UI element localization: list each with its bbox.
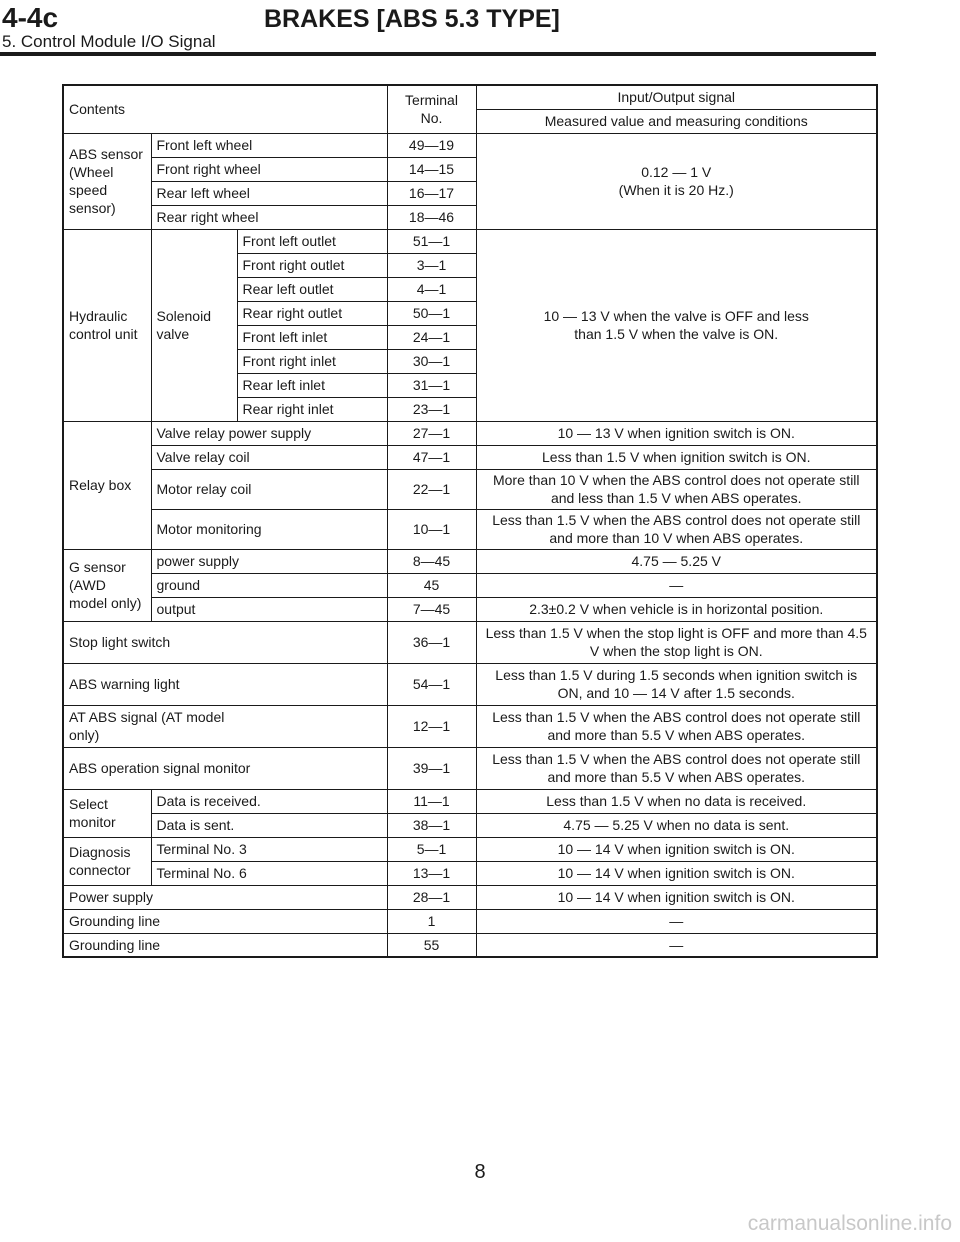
row-terminal: 47—1 (387, 445, 476, 469)
row-value: — (476, 573, 877, 597)
row-terminal: 39—1 (387, 747, 476, 789)
row-value: Less than 1.5 V when the stop light is OFF and more than 4.5 V when the stop light is ON. (476, 621, 877, 663)
section-code: 4-4c (2, 2, 59, 33)
row-item: ABS warning light (63, 663, 387, 705)
row-value: 10 — 14 V when ignition switch is ON. (476, 885, 877, 909)
table-row (63, 933, 877, 957)
group-label-relay-box: Relay box (63, 421, 151, 549)
row-terminal: 18—46 (387, 205, 476, 229)
row-terminal: 22—1 (387, 469, 476, 509)
row-terminal: 36—1 (387, 621, 476, 663)
row-terminal: 13—1 (387, 861, 476, 885)
row-item: output (151, 597, 387, 621)
table-header-row (63, 85, 877, 109)
row-item: Valve relay power supply (151, 421, 387, 445)
row-item: Front right outlet (237, 253, 387, 277)
group-label-diagnosis: Diagnosis connector (63, 837, 151, 885)
row-item: Motor relay coil (151, 469, 387, 509)
section-subtitle: 5. Control Module I/O Signal (2, 32, 216, 51)
row-value: 4.75 — 5.25 V (476, 549, 877, 573)
row-value: 2.3±0.2 V when vehicle is in horizontal position. (476, 597, 877, 621)
row-terminal: 51—1 (387, 229, 476, 253)
group-label-hydraulic: Hydraulic control unit (63, 229, 151, 421)
row-terminal: 8—45 (387, 549, 476, 573)
row-terminal: 3—1 (387, 253, 476, 277)
group-label-select-monitor: Select monitor (63, 789, 151, 837)
row-item: Front left outlet (237, 229, 387, 253)
row-terminal: 16—17 (387, 181, 476, 205)
group-label-g-sensor: G sensor (AWD model only) (63, 549, 151, 621)
row-item: Rear left inlet (237, 373, 387, 397)
page-number: 8 (474, 1161, 486, 1183)
row-value: 10 — 14 V when ignition switch is ON. (476, 837, 877, 861)
row-terminal: 12—1 (387, 705, 476, 747)
row-value: Less than 1.5 V when no data is received. (476, 789, 877, 813)
row-value: Less than 1.5 V when the ABS control does not operate still and more than 5.5 V when ABS operates. (476, 747, 877, 789)
page-title: BRAKES [ABS 5.3 TYPE] (264, 5, 560, 33)
row-terminal: 50—1 (387, 301, 476, 325)
row-item: Rear left outlet (237, 277, 387, 301)
row-value: Less than 1.5 V when the ABS control does not operate still and more than 10 V when ABS operates. (476, 509, 877, 549)
row-terminal: 45 (387, 573, 476, 597)
row-item: power supply (151, 549, 387, 573)
row-item: Rear right wheel (151, 205, 387, 229)
row-value: 10 — 13 V when ignition switch is ON. (476, 421, 877, 445)
table-row (63, 549, 877, 573)
row-value: 10 — 14 V when ignition switch is ON. (476, 861, 877, 885)
row-terminal: 24—1 (387, 325, 476, 349)
row-terminal: 38—1 (387, 813, 476, 837)
row-terminal: 10—1 (387, 509, 476, 549)
table-row (63, 469, 877, 509)
row-item: Stop light switch (63, 621, 387, 663)
row-item: ABS operation signal monitor (63, 747, 387, 789)
row-terminal: 1 (387, 909, 476, 933)
row-terminal: 7—45 (387, 597, 476, 621)
row-item: Grounding line (63, 909, 387, 933)
col-header-terminal: Terminal No. (387, 85, 476, 133)
row-item: Rear right outlet (237, 301, 387, 325)
row-value: Less than 1.5 V during 1.5 seconds when ignition switch is ON, and 10 — 14 V after 1.5 seconds. (476, 663, 877, 705)
row-item: Terminal No. 3 (151, 837, 387, 861)
row-value: Less than 1.5 V when the ABS control does not operate still and more than 5.5 V when ABS operates. (476, 705, 877, 747)
table-row (63, 229, 877, 253)
row-item: ground (151, 573, 387, 597)
row-terminal: 4—1 (387, 277, 476, 301)
table-row (63, 445, 877, 469)
row-value: 4.75 — 5.25 V when no data is sent. (476, 813, 877, 837)
row-terminal: 11—1 (387, 789, 476, 813)
row-item: AT ABS signal (AT model only) (63, 705, 387, 747)
row-value: — (476, 933, 877, 957)
header-rule (0, 52, 876, 56)
abs-sensor-value-cell (476, 133, 877, 229)
row-terminal: 31—1 (387, 373, 476, 397)
table-row (63, 747, 877, 789)
col-header-signal: Input/Output signal (476, 85, 877, 109)
table-row (63, 621, 877, 663)
table-row (63, 133, 877, 157)
row-item: Rear left wheel (151, 181, 387, 205)
row-terminal: 30—1 (387, 349, 476, 373)
row-item: Rear right inlet (237, 397, 387, 421)
row-terminal: 5—1 (387, 837, 476, 861)
row-value: 10 — 13 V when the valve is OFF and less than 1.5 V when the valve is ON. (476, 229, 877, 421)
row-terminal: 49—19 (387, 133, 476, 157)
row-item: Valve relay coil (151, 445, 387, 469)
row-item: Grounding line (63, 933, 387, 957)
row-value: Less than 1.5 V when ignition switch is ON. (476, 445, 877, 469)
row-item: Front left inlet (237, 325, 387, 349)
row-item: Data is received. (151, 789, 387, 813)
row-value: — (476, 909, 877, 933)
table-row (63, 909, 877, 933)
table-row (63, 789, 877, 813)
row-terminal: 28—1 (387, 885, 476, 909)
row-item: Power supply (63, 885, 387, 909)
row-terminal: 27—1 (387, 421, 476, 445)
table-row (63, 573, 877, 597)
row-value: More than 10 V when the ABS control does not operate still and less than 1.5 V when ABS operates. (476, 469, 877, 509)
table-row (63, 421, 877, 445)
row-terminal: 55 (387, 933, 476, 957)
table-row (63, 509, 877, 549)
row-item: Front left wheel (151, 133, 387, 157)
row-item: Terminal No. 6 (151, 861, 387, 885)
row-value-condition: (When it is 20 Hz.) (618, 182, 734, 198)
row-value: 0.12 — 1 V (641, 164, 712, 180)
row-terminal: 54—1 (387, 663, 476, 705)
table-row (63, 663, 877, 705)
row-item: Front right inlet (237, 349, 387, 373)
row-terminal: 23—1 (387, 397, 476, 421)
table-row (63, 885, 877, 909)
group-sublabel-solenoid: Solenoid valve (151, 229, 237, 421)
row-item: Motor monitoring (151, 509, 387, 549)
group-label-abs-sensor: ABS sensor (Wheel speed sensor) (63, 133, 151, 229)
table-row (63, 705, 877, 747)
row-item: Front right wheel (151, 157, 387, 181)
row-terminal: 14—15 (387, 157, 476, 181)
table-row (63, 837, 877, 861)
table-row (63, 597, 877, 621)
col-header-contents: Contents (63, 85, 387, 133)
col-header-measured: Measured value and measuring conditions (476, 109, 877, 133)
table-row (63, 861, 877, 885)
io-signal-table (62, 84, 878, 958)
row-item: Data is sent. (151, 813, 387, 837)
watermark: carmanualsonline.info (747, 1212, 952, 1235)
table-row (63, 813, 877, 837)
